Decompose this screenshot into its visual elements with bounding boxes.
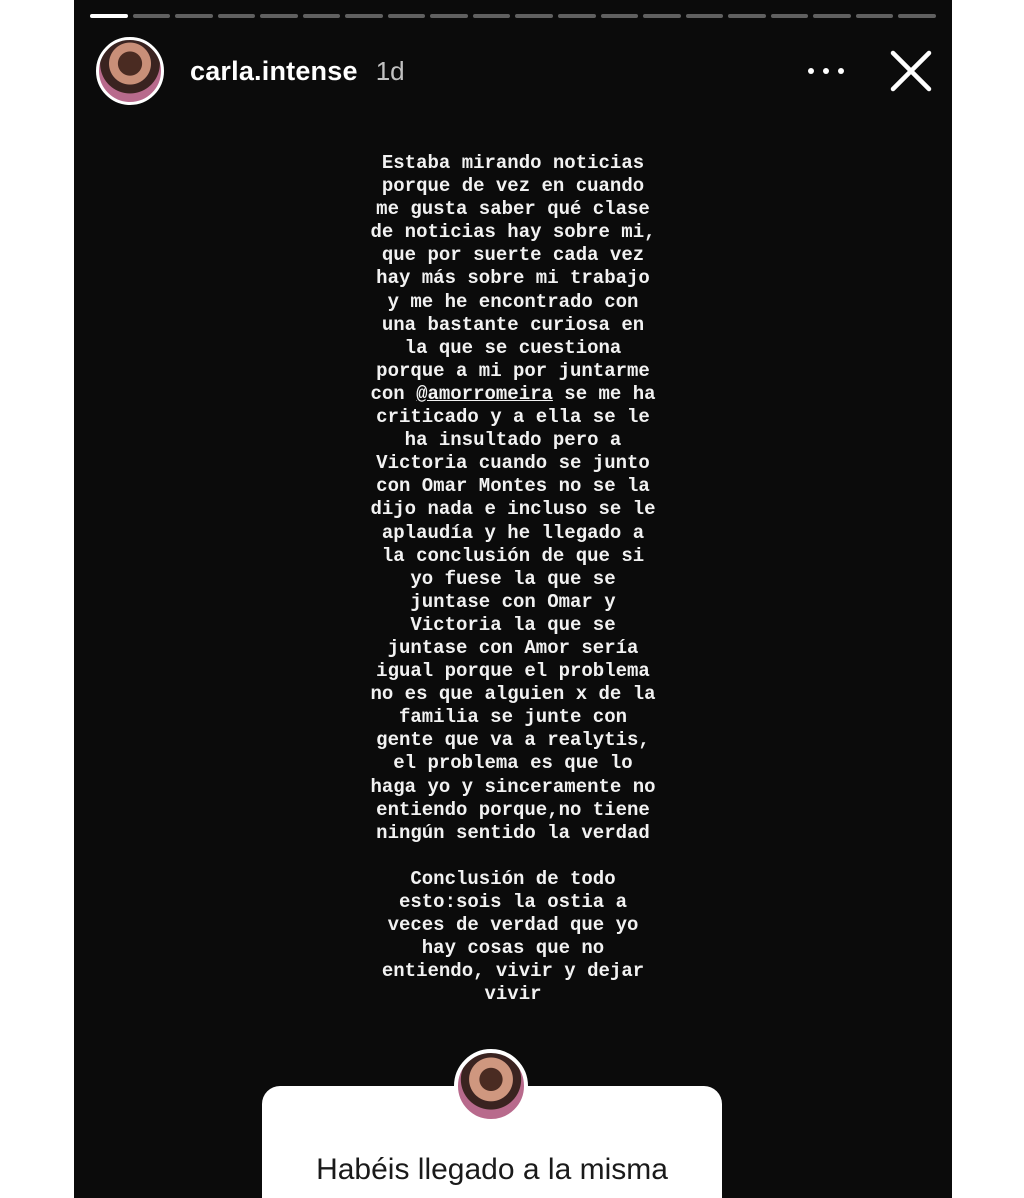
progress-segment bbox=[303, 14, 341, 18]
progress-segment bbox=[898, 14, 936, 18]
question-avatar bbox=[454, 1049, 528, 1123]
story-text bbox=[74, 152, 952, 1006]
progress-segment bbox=[430, 14, 468, 18]
more-horizontal-icon[interactable] bbox=[808, 53, 844, 89]
user-avatar[interactable] bbox=[96, 37, 164, 105]
story-progress-bar bbox=[90, 14, 936, 20]
progress-segment bbox=[260, 14, 298, 18]
progress-segment bbox=[771, 14, 809, 18]
mention-link[interactable]: @amorromeira bbox=[416, 382, 553, 405]
progress-segment bbox=[686, 14, 724, 18]
progress-segment bbox=[90, 14, 128, 18]
story-header bbox=[96, 36, 934, 106]
post-time: 1d bbox=[375, 55, 405, 86]
progress-segment bbox=[728, 14, 766, 18]
progress-segment bbox=[133, 14, 171, 18]
close-icon[interactable] bbox=[888, 48, 934, 94]
question-text: Habéis llegado a la misma bbox=[316, 1153, 668, 1186]
progress-segment bbox=[856, 14, 894, 18]
progress-segment bbox=[388, 14, 426, 18]
progress-segment bbox=[813, 14, 851, 18]
progress-segment bbox=[515, 14, 553, 18]
caption-text-part-2: se me ha criticado y a ella se le ha insultado pero a Victoria cuando se junto con Omar Montes no se la dijo nada e incluso se le aplaudía y he llegado a la conclusión de que si yo fuese la que se juntase con Omar y Victoria la que se juntase con Amor sería igual porque el problema no es que alguien x de la familia se junte con gente que va a realytis, el problema es que lo haga yo y sinceramente no entiendo porque,no tiene ningún sentido la verdad Conclusión de todo esto:sois la ostia a veces de verdad que yo hay cosas que no entiendo, vivir y dejar vivir bbox=[370, 382, 656, 1006]
progress-segment bbox=[601, 14, 639, 18]
progress-segment bbox=[558, 14, 596, 18]
progress-segment bbox=[345, 14, 383, 18]
username[interactable]: carla.intense bbox=[190, 55, 358, 86]
story-viewer[interactable] bbox=[74, 0, 952, 1198]
progress-segment bbox=[473, 14, 511, 18]
progress-segment bbox=[175, 14, 213, 18]
progress-segment bbox=[643, 14, 681, 18]
caption-text-part-1: Estaba mirando noticias porque de vez en cuando me gusta saber qué clase de noticias hay sobre mi, que por suerte cada vez hay más sobre mi trabajo y me he encontrado con una bastante curiosa en la que se cuestiona porque a mi por juntarme con bbox=[370, 152, 656, 405]
progress-segment bbox=[218, 14, 256, 18]
